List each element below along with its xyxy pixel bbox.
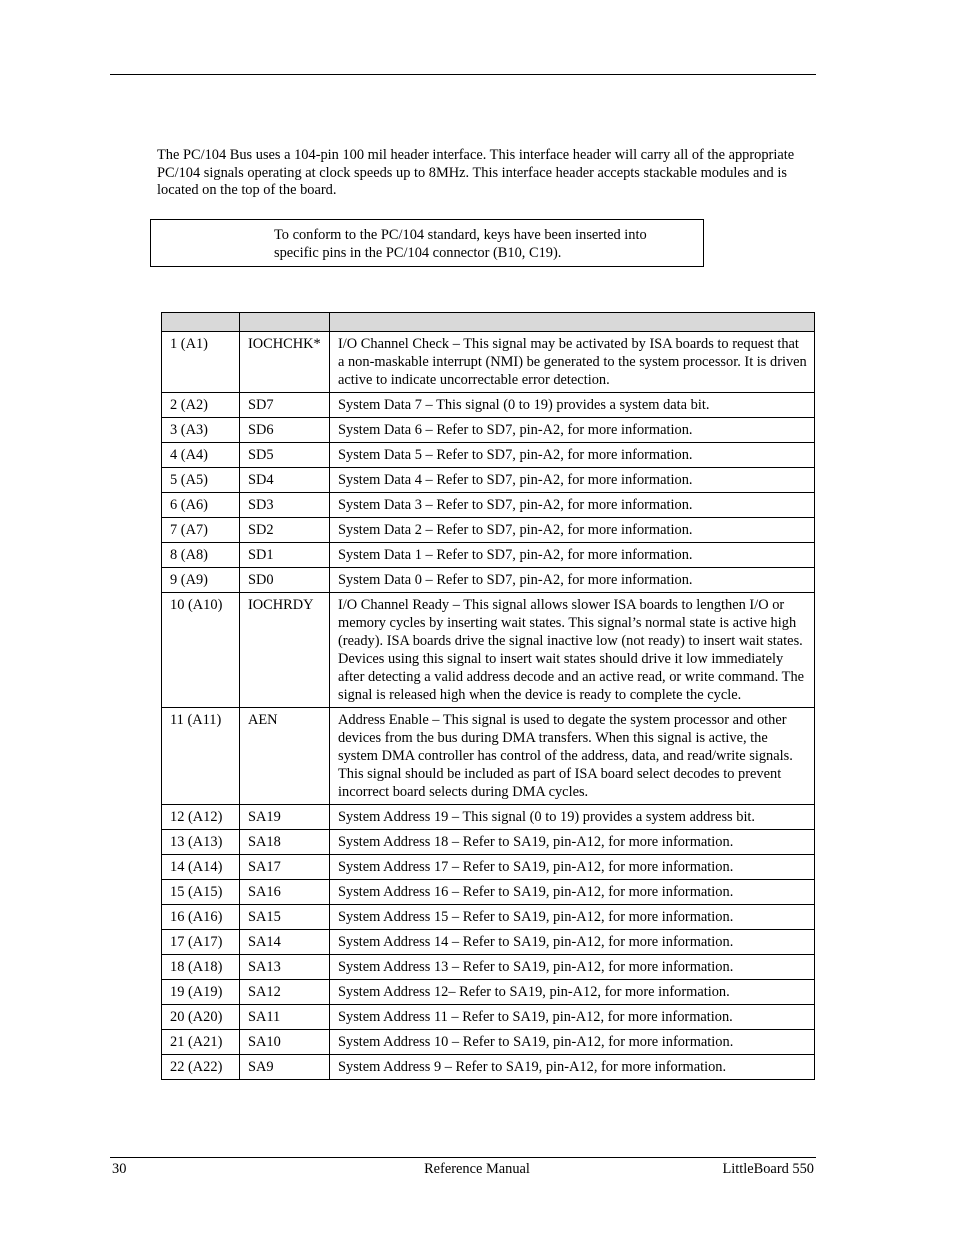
pin-cell: 16 (A16) xyxy=(162,905,240,930)
description-cell: Address Enable – This signal is used to degate the system processor and other devices from the bus during DMA transfers. When this signal is active, the system DMA controller has control of the address, data, and read/write signals. This signal should be included as part of ISA board select decodes to prevent incorrect board selects during DMA cycles. xyxy=(330,708,815,805)
table-header-row xyxy=(162,313,815,332)
description-cell: System Data 5 – Refer to SD7, pin-A2, for more information. xyxy=(330,443,815,468)
signal-cell: SD0 xyxy=(240,568,330,593)
description-cell: System Address 15 – Refer to SA19, pin-A12, for more information. xyxy=(330,905,815,930)
pin-cell: 12 (A12) xyxy=(162,805,240,830)
table-row xyxy=(162,805,815,830)
table-row xyxy=(162,543,815,568)
table-row xyxy=(162,830,815,855)
pin-cell: 19 (A19) xyxy=(162,980,240,1005)
signal-cell: SA9 xyxy=(240,1055,330,1080)
table-row xyxy=(162,1005,815,1030)
description-cell: System Data 0 – Refer to SD7, pin-A2, for more information. xyxy=(330,568,815,593)
pin-cell: 11 (A11) xyxy=(162,708,240,805)
description-cell: System Address 13 – Refer to SA19, pin-A12, for more information. xyxy=(330,955,815,980)
table-row xyxy=(162,468,815,493)
pin-cell: 8 (A8) xyxy=(162,543,240,568)
header-description xyxy=(330,313,815,332)
signal-cell: SD3 xyxy=(240,493,330,518)
table-row xyxy=(162,905,815,930)
pin-cell: 15 (A15) xyxy=(162,880,240,905)
description-cell: System Data 2 – Refer to SD7, pin-A2, for more information. xyxy=(330,518,815,543)
table-row xyxy=(162,880,815,905)
table-row xyxy=(162,930,815,955)
table-row xyxy=(162,518,815,543)
table-row xyxy=(162,393,815,418)
description-cell: System Address 16 – Refer to SA19, pin-A12, for more information. xyxy=(330,880,815,905)
signal-cell: SD7 xyxy=(240,393,330,418)
pin-table xyxy=(161,312,815,1080)
signal-cell: SA14 xyxy=(240,930,330,955)
table-row xyxy=(162,568,815,593)
note-box xyxy=(150,219,704,267)
signal-cell: SD5 xyxy=(240,443,330,468)
pin-cell: 6 (A6) xyxy=(162,493,240,518)
signal-cell: AEN xyxy=(240,708,330,805)
signal-cell: SD2 xyxy=(240,518,330,543)
pin-cell: 10 (A10) xyxy=(162,593,240,708)
description-cell: I/O Channel Check – This signal may be activated by ISA boards to request that a non-maskable interrupt (NMI) be generated to the system processor. It is driven active to indicate uncorrectable error detection. xyxy=(330,332,815,393)
page-number: 30 xyxy=(112,1161,127,1177)
pin-cell: 21 (A21) xyxy=(162,1030,240,1055)
pin-cell: 3 (A3) xyxy=(162,418,240,443)
pin-cell: 22 (A22) xyxy=(162,1055,240,1080)
pin-cell: 9 (A9) xyxy=(162,568,240,593)
table-row xyxy=(162,443,815,468)
table-row xyxy=(162,855,815,880)
footer-rule xyxy=(110,1157,816,1158)
table-row xyxy=(162,980,815,1005)
signal-cell: IOCHCHK* xyxy=(240,332,330,393)
description-cell: System Address 14 – Refer to SA19, pin-A12, for more information. xyxy=(330,930,815,955)
description-cell: System Data 6 – Refer to SD7, pin-A2, for more information. xyxy=(330,418,815,443)
header-rule xyxy=(110,74,816,75)
pin-cell: 20 (A20) xyxy=(162,1005,240,1030)
description-cell: System Address 10 – Refer to SA19, pin-A12, for more information. xyxy=(330,1030,815,1055)
signal-cell: SA10 xyxy=(240,1030,330,1055)
description-cell: System Address 19 – This signal (0 to 19) provides a system address bit. xyxy=(330,805,815,830)
description-cell: System Data 4 – Refer to SD7, pin-A2, for more information. xyxy=(330,468,815,493)
description-cell: System Address 18 – Refer to SA19, pin-A12, for more information. xyxy=(330,830,815,855)
signal-cell: SA15 xyxy=(240,905,330,930)
description-cell: System Address 17 – Refer to SA19, pin-A12, for more information. xyxy=(330,855,815,880)
footer-product: LittleBoard 550 xyxy=(722,1161,814,1177)
pin-cell: 13 (A13) xyxy=(162,830,240,855)
table-row xyxy=(162,418,815,443)
signal-cell: SD1 xyxy=(240,543,330,568)
signal-cell: SD4 xyxy=(240,468,330,493)
description-cell: System Data 7 – This signal (0 to 19) provides a system data bit. xyxy=(330,393,815,418)
description-cell: I/O Channel Ready – This signal allows slower ISA boards to lengthen I/O or memory cycles by inserting wait states. This signal’s normal state is active high (ready). ISA boards drive the signal inactive low (not ready) to insert wait states. Devices using this signal to insert wait states should drive it low immediately after detecting a valid address decode and an active read, or write command. The signal is released high when the device is ready to complete the cycle. xyxy=(330,593,815,708)
pin-cell: 4 (A4) xyxy=(162,443,240,468)
header-signal xyxy=(240,313,330,332)
footer-title: Reference Manual xyxy=(424,1161,530,1177)
signal-cell: SA18 xyxy=(240,830,330,855)
signal-cell: SA17 xyxy=(240,855,330,880)
signal-cell: SA12 xyxy=(240,980,330,1005)
description-cell: System Data 1 – Refer to SD7, pin-A2, for more information. xyxy=(330,543,815,568)
intro-paragraph: The PC/104 Bus uses a 104-pin 100 mil header interface. This interface header will carry all of the appropriate PC/104 signals operating at clock speeds up to 8MHz. This interface header accepts stackable modules and is located on the top of the board. xyxy=(157,147,795,198)
description-cell: System Address 11 – Refer to SA19, pin-A12, for more information. xyxy=(330,1005,815,1030)
pin-cell: 1 (A1) xyxy=(162,332,240,393)
description-cell: System Address 12– Refer to SA19, pin-A12, for more information. xyxy=(330,980,815,1005)
description-cell: System Address 9 – Refer to SA19, pin-A12, for more information. xyxy=(330,1055,815,1080)
signal-cell: SD6 xyxy=(240,418,330,443)
description-cell: System Data 3 – Refer to SD7, pin-A2, for more information. xyxy=(330,493,815,518)
pin-cell: 7 (A7) xyxy=(162,518,240,543)
signal-cell: IOCHRDY xyxy=(240,593,330,708)
pin-table-body xyxy=(162,332,815,1080)
note-text: To conform to the PC/104 standard, keys have been inserted into specific pins in the PC/104 connector (B10, C19). xyxy=(274,227,647,261)
table-row xyxy=(162,955,815,980)
table-row xyxy=(162,332,815,393)
pin-cell: 5 (A5) xyxy=(162,468,240,493)
signal-cell: SA11 xyxy=(240,1005,330,1030)
table-row xyxy=(162,708,815,805)
signal-cell: SA19 xyxy=(240,805,330,830)
pin-cell: 18 (A18) xyxy=(162,955,240,980)
table-row xyxy=(162,593,815,708)
signal-cell: SA13 xyxy=(240,955,330,980)
table-row xyxy=(162,1055,815,1080)
pin-cell: 17 (A17) xyxy=(162,930,240,955)
table-row xyxy=(162,493,815,518)
signal-cell: SA16 xyxy=(240,880,330,905)
table-row xyxy=(162,1030,815,1055)
header-pin xyxy=(162,313,240,332)
pin-cell: 2 (A2) xyxy=(162,393,240,418)
pin-cell: 14 (A14) xyxy=(162,855,240,880)
